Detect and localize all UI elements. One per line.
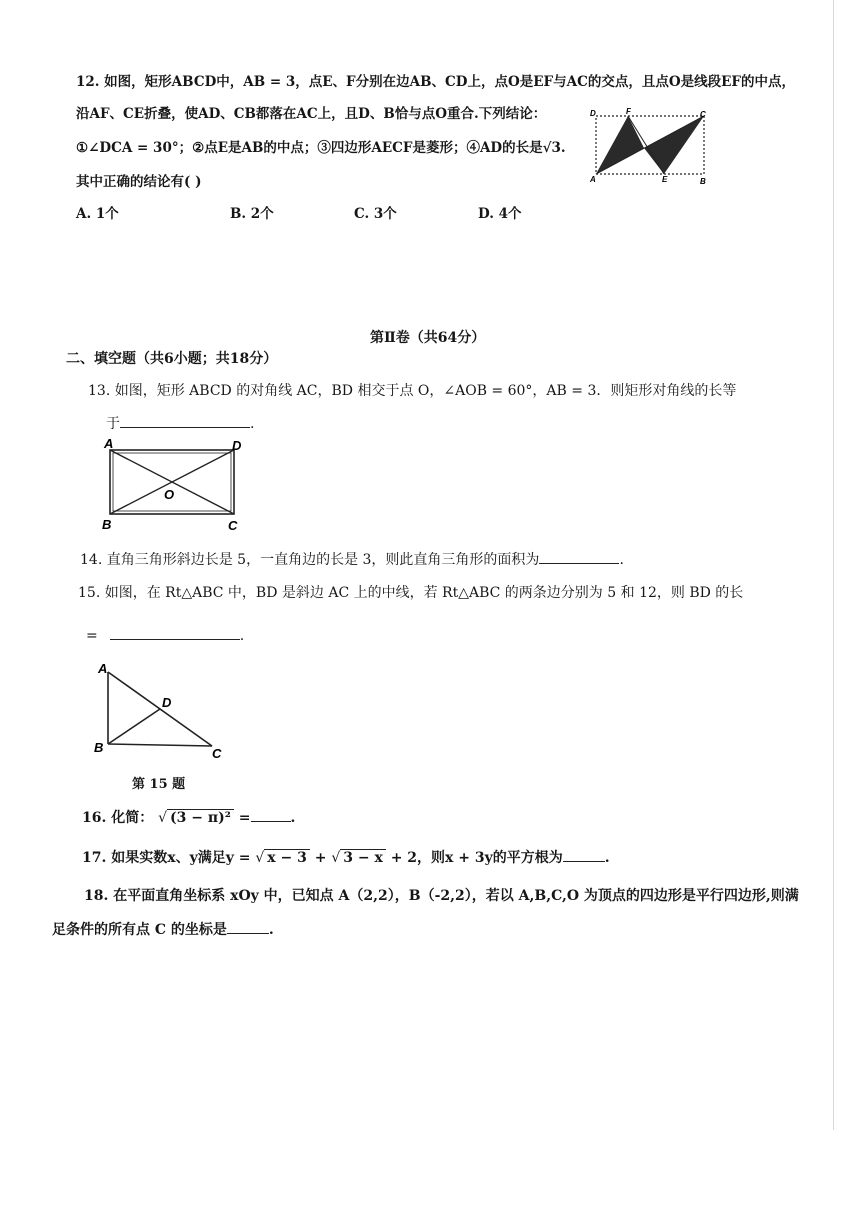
q13-answer-blank[interactable] — [120, 412, 250, 428]
q14-suffix: . — [619, 552, 624, 568]
q12-line-4: 其中正确的结论有( ) — [76, 174, 202, 190]
question-16 — [82, 806, 295, 827]
radical-sign-icon: √ — [255, 850, 265, 866]
q15-answer-blank[interactable] — [110, 624, 240, 640]
q12-label-d: D — [590, 109, 596, 118]
question-17 — [82, 846, 610, 867]
q15-figure — [92, 660, 232, 760]
q13-figure — [100, 436, 250, 534]
q15-label-c: C — [212, 746, 222, 760]
q13-line-2 — [106, 412, 254, 433]
q17-answer-blank[interactable] — [563, 846, 605, 862]
q12-option-a: A. 1个 — [76, 206, 119, 222]
radical-sign-icon: √ — [331, 850, 341, 866]
q12-option-b: B. 2个 — [230, 206, 274, 222]
q13-suffix: . — [250, 416, 255, 432]
q12-label-o: O — [642, 151, 649, 160]
q12-option-d: D. 4个 — [478, 206, 522, 222]
q17-prefix: 17. 如果实数x、y满足y = — [82, 850, 251, 866]
q18-suffix: . — [268, 922, 274, 938]
q16-equals: = — [238, 810, 251, 826]
q15-suffix: . — [239, 628, 245, 644]
q15-caption: 第 15 题 — [132, 777, 186, 792]
q15-line-1: 15. 如图，在 Rt△ABC 中，BD 是斜边 AC 上的中线，若 Rt△ABC 的两条边分别为 5 和 12，则 BD 的长 — [78, 585, 744, 601]
q15-median-bd — [108, 709, 160, 744]
q12-line-1: 12. 如图，矩形ABCD中，AB = 3，点E、F分别在边AB、CD上，点O是EF与AC的交点，且点O是线段EF的中点， — [76, 74, 795, 90]
q16-suffix: . — [290, 810, 296, 826]
q15-prefix: = — [86, 628, 98, 644]
q18-line-2 — [52, 918, 274, 939]
radical-sign-icon: √ — [158, 810, 168, 826]
q17-radicand-1: x − 3 — [264, 849, 310, 866]
part-2-title: 第Ⅱ卷（共64分） — [370, 330, 486, 346]
q17-rest: + 2，则x + 3y的平方根为 — [390, 850, 563, 866]
q13-line-1: 13. 如图，矩形 ABCD 的对角线 AC，BD 相交于点 O，∠AOB = 60°，AB = 3．则矩形对角线的长等 — [88, 383, 737, 399]
section-fill-in-title: 二、填空题（共6小题；共18分） — [66, 351, 278, 367]
q15-side-bc — [108, 744, 212, 746]
q12-left-shaded-triangle — [596, 116, 644, 174]
q18-text: 足条件的所有点 C 的坐标是 — [52, 922, 227, 938]
q13-label-o: O — [164, 487, 175, 502]
q13-label-d: D — [232, 438, 242, 453]
q15-label-a: A — [98, 661, 108, 676]
q13-label-a: A — [104, 436, 114, 451]
q14-text: 14. 直角三角形斜边长是 5，一直角边的长是 3，则此直角三角形的面积为 — [80, 552, 540, 568]
q12-label-e: E — [662, 175, 668, 184]
q12-label-a: A — [590, 175, 596, 184]
question-14 — [80, 548, 624, 569]
q12-figure — [588, 108, 712, 188]
q12-label-b: B — [700, 177, 706, 186]
q15-label-b: B — [94, 740, 104, 755]
q12-right-shaded-triangle — [644, 116, 704, 174]
q18-line-1: 18. 在平面直角坐标系 xOy 中，已知点 A（2,2），B（-2,2），若以 A,B,C,O 为顶点的四边形是平行四边形,则满 — [84, 888, 799, 904]
page-edge — [833, 0, 834, 1130]
q15-line-2 — [86, 624, 244, 644]
q14-answer-blank[interactable] — [539, 548, 619, 564]
q13-prefix: 于 — [106, 416, 120, 432]
q17-suffix: . — [604, 850, 610, 866]
q12-label-f: F — [626, 108, 631, 116]
q12-line-3: ①∠DCA = 30°；②点E是AB的中点；③四边形AECF是菱形；④AD的长是√3. — [76, 140, 566, 156]
q17-radicand-2: 3 − x — [340, 849, 386, 866]
q13-label-b: B — [102, 517, 112, 532]
q18-answer-blank[interactable] — [227, 918, 269, 934]
q12-label-c: C — [700, 110, 706, 119]
q17-plus: + — [314, 850, 327, 866]
q12-option-c: C. 3个 — [354, 206, 397, 222]
q13-label-c: C — [228, 518, 238, 533]
q16-prefix: 16. 化简： — [82, 810, 154, 826]
q12-line-2: 沿AF、CE折叠，使AD、CB都落在AC上，且D、B恰与点O重合.下列结论： — [76, 106, 547, 122]
q16-expression: (3 − π)² — [167, 809, 234, 826]
q15-label-d: D — [162, 695, 172, 710]
q16-answer-blank[interactable] — [251, 806, 291, 822]
